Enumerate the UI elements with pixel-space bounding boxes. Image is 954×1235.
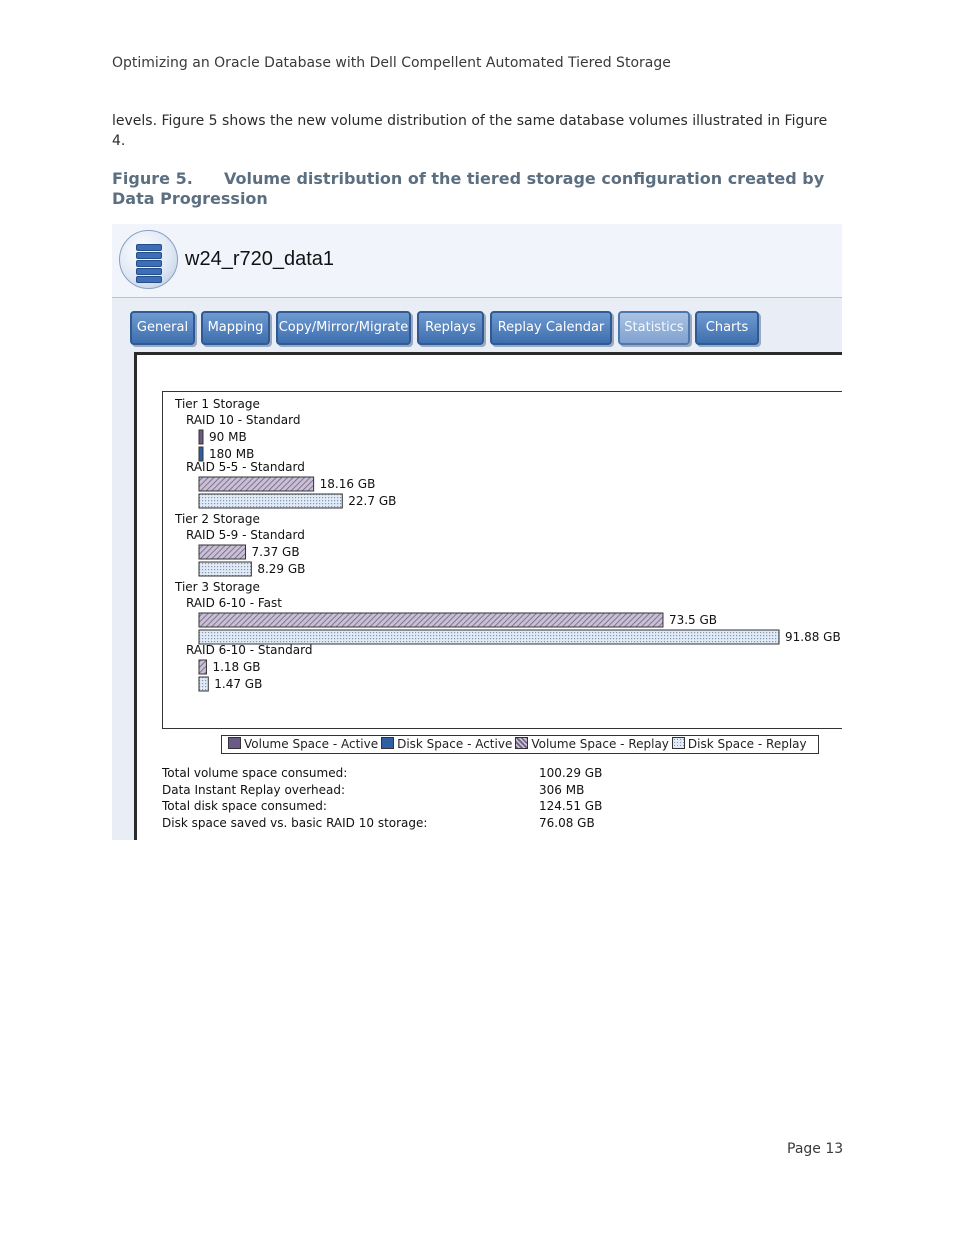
tab-mapping[interactable]: Mapping [201, 311, 270, 345]
legend-item [672, 736, 807, 753]
legend-swatch [515, 737, 528, 749]
bar-disk-space-active [199, 447, 203, 461]
stat-value: 124.51 GB [539, 799, 603, 813]
stat-label: Disk space saved vs. basic RAID 10 storage: [162, 815, 428, 830]
stat-value: 306 MB [539, 782, 585, 797]
tier-label: Tier 2 Storage [175, 512, 260, 526]
bar-value-label: 22.7 GB [348, 494, 397, 508]
tab-charts[interactable]: Charts [695, 311, 759, 345]
stats-summary [162, 765, 662, 831]
bar-value-label: 90 MB [209, 430, 247, 444]
tab-statistics[interactable]: Statistics [618, 311, 690, 345]
figure-caption [112, 169, 842, 209]
statistics-content [134, 352, 842, 840]
bar-volume-space-replay [199, 660, 206, 674]
bar-disk-space-replay [199, 630, 779, 644]
bar-value-label: 180 MB [209, 447, 255, 461]
raid-label: RAID 6-10 - Fast [186, 596, 282, 610]
tab-copy-mirror-migrate[interactable]: Copy/Mirror/Migrate [276, 311, 411, 345]
page-number: Page 13 [787, 1141, 844, 1157]
bar-disk-space-replay [199, 562, 251, 576]
stat-row [162, 815, 662, 832]
stat-value: 76.08 GB [539, 815, 595, 830]
raid-label: RAID 5-5 - Standard [186, 460, 305, 474]
legend-label: Disk Space - Active [397, 737, 513, 751]
figure-title: Volume distribution of the tiered storage configuration created by Data Progression [112, 169, 825, 208]
bar-volume-space-replay [199, 545, 246, 559]
volume-distribution-chart [163, 392, 842, 728]
stat-row [162, 765, 662, 782]
stat-label: Total disk space consumed: [162, 799, 327, 813]
bar-value-label: 1.18 GB [212, 660, 261, 674]
chart-frame [162, 391, 842, 729]
bar-volume-space-replay [199, 477, 314, 491]
legend-label: Volume Space - Active [244, 737, 379, 751]
legend-swatch [228, 737, 241, 749]
bar-value-label: 1.47 GB [214, 677, 263, 691]
legend-item [515, 736, 669, 753]
volume-header [112, 224, 842, 298]
stat-row [162, 782, 662, 799]
volume-title: w24_r720_data1 [185, 248, 335, 270]
bar-value-label: 8.29 GB [257, 562, 306, 576]
bar-volume-space-replay [199, 613, 663, 627]
legend-label: Disk Space - Replay [687, 737, 807, 751]
bar-value-label: 91.88 GB [785, 630, 841, 644]
tier-label: Tier 1 Storage [175, 397, 260, 411]
tier-label: Tier 3 Storage [175, 580, 260, 594]
bar-disk-space-replay [199, 494, 342, 508]
chart-legend [221, 735, 819, 754]
legend-swatch [381, 737, 394, 749]
stat-row [162, 798, 662, 815]
stat-label: Total volume space consumed: [162, 766, 348, 780]
raid-label: RAID 5-9 - Standard [186, 528, 305, 542]
legend-item [228, 736, 378, 753]
running-header: Optimizing an Oracle Database with Dell Compellent Automated Tiered Storage [112, 55, 671, 71]
bar-volume-space-active [199, 430, 203, 444]
tab-general[interactable]: General [130, 311, 195, 345]
bar-value-label: 7.37 GB [251, 545, 300, 559]
body-paragraph: levels. Figure 5 shows the new volume distribution of the same database volumes illustrated in Figure 4. [112, 113, 828, 149]
stat-label: Data Instant Replay overhead: [162, 782, 345, 797]
bar-value-label: 73.5 GB [668, 613, 718, 627]
raid-label: RAID 10 - Standard [186, 413, 301, 427]
bar-value-label: 18.16 GB [319, 477, 376, 491]
raid-label: RAID 6-10 - Standard [186, 643, 313, 657]
legend-item [381, 736, 512, 753]
screenshot-panel [112, 224, 842, 840]
bar-disk-space-replay [199, 677, 208, 691]
volume-icon [119, 230, 178, 289]
legend-label: Volume Space - Replay [531, 737, 669, 751]
stat-value: 100.29 GB [539, 766, 603, 780]
figure-label: Figure 5. [112, 169, 193, 188]
tab-replays[interactable]: Replays [417, 311, 484, 345]
tab-replay-calendar[interactable]: Replay Calendar [490, 311, 612, 345]
legend-swatch [672, 737, 685, 749]
